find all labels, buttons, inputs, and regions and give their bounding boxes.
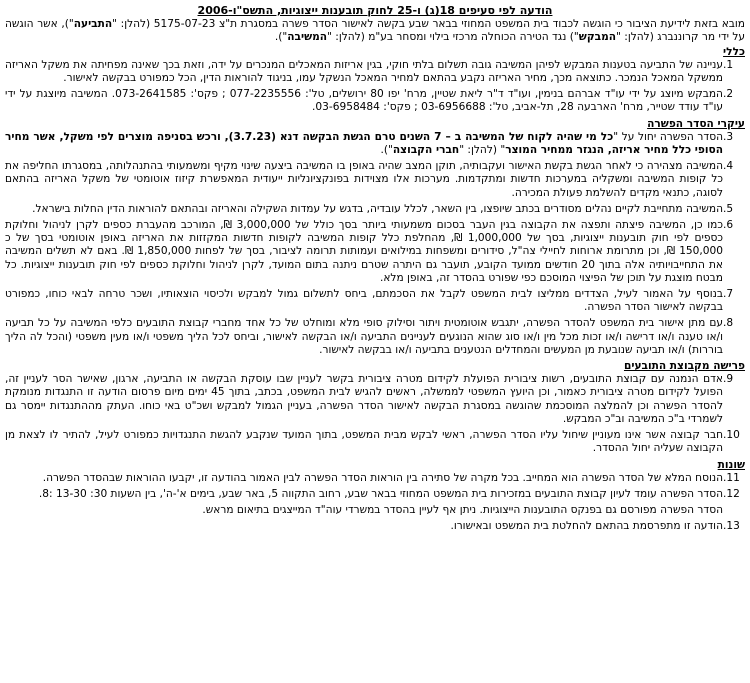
clause-number — [723, 504, 745, 517]
notice-sections — [5, 46, 745, 534]
text-run: הודעה זו מתפרסמת בהתאם להחלטת בית המשפט ובאישורו. — [450, 520, 723, 533]
text-run: אדם הנמנה עם קבוצת התובעים, רשות ציבורית הפועלת לקידום מטרה ציבורית בקשר לעניין שבו עוסקת הבקשה או התביעה, ארגון, שאישר הסר לעניין זה, הפועל לקידום מטרה ציבורית כאמור, וכן היועץ המשפטי לממשלה, ראשים להגיש לבית המשפט, בכתב, בתוך 45 ימים מיום פרסום הודעה זו התנגדות מנומקת להסדר הפשרה וכן להמלצה המוסכמת שהוגשה במסגרת הבקשה לאישור הסדר הפשרה, בעניין הגמול למבקש ושכ"ט באי כוחו. העתק מההתנגדות יימסר גם לשמרדי ב"כ המשיבה וב"כ המבקש. — [5, 373, 723, 425]
clause-number: 7. — [723, 288, 734, 301]
numbered-clause — [5, 59, 745, 85]
numbered-clause — [5, 88, 745, 114]
section-items — [5, 472, 745, 534]
numbered-clause — [5, 203, 745, 216]
bold-term: המבקש — [578, 31, 617, 44]
clause-text — [5, 203, 723, 216]
clause-number: 12. — [723, 487, 740, 500]
text-run: "), אשר הוגשה על ידי מר קרוננברג (להלן: " — [5, 18, 745, 44]
clause-number: 6. — [723, 219, 734, 232]
text-run: הסדר הפשרה עומד לעיון קבוצת התובעים במזכירות בית המשפט המחוזי בבאר שבע, רחוב התקווה 5, באר שבע, בימים א'-ה', בין השעות 30: 13-30 :8. — [38, 487, 723, 500]
text-run: חבר קבוצה אשר אינו מעוניין שיחול עליו הסדר הפשרה, ראשי לבקש מבית המשפט, בתוך המועד שנקבע להגשת התנגדויות כמפורט לעיל, להתיר לו לצאת מן הקבוצה שעליה יחול ההסדר. — [5, 429, 723, 455]
numbered-clause — [5, 288, 745, 314]
clause-number: 13. — [723, 520, 740, 533]
text-run: כמו כן, המשיבה פיצתה ותפצה את הקבוצה בגין העבר בסכום משמעותי ביותר בסך כולל של 3,000,000 ₪, המורכב מהעברת כספים לקרן לניהול וחלוקת כספים לפי חוק תובענות ייצוגיות, בסך של 1,000,000 ₪, מהחלפת כלל קופות המשיבה לקופות חדשות המקזזות את האריזה באופן אוטומטי בסך של כ 150,000 ₪, וכן מתרומת ארוחות לחיילי צה"ל, סידורים ומשפחות במילואים ועמותות תרומה לציבור, בסך של לפחות 1,850,000 ₪. באם לא תשלים המשיבה את התחייבויותיה אלה בתוך 20 חודשים ממועד הקובע, תועבר גם היתרה שטרם ניתנה בתום המועד, לקרן לניהול וחלוקת כספים לפי חוק תובענות ייצוגיות. כל מבטח מוצגת על תוכן של הפיצוי המוסכם כפי שפורט בהסדר זה, באופן מלא. — [5, 219, 723, 284]
clause-number: 11. — [723, 471, 740, 484]
clause-text — [5, 131, 723, 157]
numbered-clause — [5, 504, 745, 517]
section-items — [5, 373, 745, 455]
text-run: מובא בזאת לידיעת הציבור כי הוגשה לכבוד בית המשפט המחוזי בבאר שבע בקשה לאישור הסדר פשרה במסגרת ת"צ 5175-07-23 (להלן: " — [112, 18, 745, 31]
clause-number: 5. — [723, 202, 734, 215]
notice-section — [5, 360, 745, 455]
clause-text — [5, 488, 723, 501]
clause-text — [5, 472, 723, 485]
notice-section — [5, 459, 745, 534]
notice-intro — [5, 18, 745, 44]
clause-text — [5, 317, 723, 357]
numbered-clause — [5, 472, 745, 485]
notice-section — [5, 118, 745, 357]
clause-text — [5, 504, 723, 517]
clause-text — [5, 373, 723, 426]
bold-term: המשיבה — [287, 31, 328, 44]
clause-text — [5, 160, 723, 200]
section-items — [5, 131, 745, 357]
numbered-clause — [5, 520, 745, 533]
clause-number: 8. — [723, 317, 734, 330]
section-heading: כללי — [723, 45, 745, 58]
section-heading: פרישה מקבוצת התובעים — [623, 360, 745, 373]
clause-number: 4. — [723, 160, 734, 173]
text-run: בנוסף על האמור לעיל, הצדדים ממליצו לבית המשפט לקבל את הסכמתם, ביחס לתשלום גמול למבקש ולכיסוי הוצאותיו, ושכר טרחה לבאי כוחו, כמפורט בבקשה לאישור הסדר הפשרה. — [5, 288, 723, 314]
text-run: "). — [274, 31, 288, 44]
clause-number: 1. — [723, 58, 734, 71]
clause-number: 9. — [723, 373, 734, 386]
bold-term: כל מי שהיה לקוח של המשיבה ב – 7 השנים טרם הגשת הבקשה דנא (3.7.23), ורכש בסניפה מוצרים לפי משקל, אשר מחיר הסופי כלל מחיר אריזה, הנגזר ממחיר המוצר — [5, 130, 723, 157]
numbered-clause — [5, 131, 745, 157]
numbered-clause — [5, 429, 745, 455]
text-run: הסדר הפשרה מפורסם גם בפנקס התובענות הייצוגיות. ניתן אף לעיין בהסדר במשרדי עוה"ד המייצגים בתיאום מראש. — [202, 504, 723, 517]
text-run: הסדר הפשרה יחול על " — [613, 130, 723, 143]
numbered-clause — [5, 219, 745, 285]
bold-term: התביעה — [73, 18, 113, 31]
text-run: המשיבה מתחייבת לקיים נהלים מסודרים בכתב שיופצו, בין השאר, לכלל עובדיה, בדגש על עמדות השקילה והאריזה ובהתאם להוראות הדין החלות בישראל. — [32, 202, 723, 215]
clause-number: 10. — [723, 429, 740, 442]
clause-number: 2. — [723, 88, 734, 101]
clause-text — [5, 288, 723, 314]
clause-text — [5, 59, 723, 85]
clause-text — [5, 520, 723, 533]
numbered-clause — [5, 488, 745, 501]
clause-text — [5, 219, 723, 285]
bold-term: חברי הקבוצה — [392, 144, 460, 157]
text-run: הנוסח המלא של הסדר הפשרה הוא המחייב. בכל מקרה של סתירה בין הוראות הסדר הפשרה לבין האמור בהודעה זו, יקבעו ההוראות שבהסדר הפשרה. — [42, 471, 723, 484]
numbered-clause — [5, 317, 745, 357]
text-run: המבקש מיוצג על ידי עו"ד אברהם בנימין, ועו"ד ד"ר ליאת שטיין, מרח' יפו 80 ירושלים, טל': 077-2235556 ; פקס': 073-2641585. המשיבה מיוצגת על ידי עו"ד עודד שטייר, מרח' הארבעה 28, תל-אביב, טל': 03-6956688 ; פקס': 03-6958484. — [5, 88, 723, 114]
text-run: עם מתן אישור בית המשפט להסדר הפשרה, יתגבש אוטומטית ויתור וסילוק סופי מלא ומוחלט של כל אחד מחברי קבוצת התובעים כלפי המשיבה על כל תביעה ו/או טענה ו/או דרישה ו/או זכות מכל מין ו/או סוג שהוא הנוגעים לעניינים התביעה ו/או הבקשה לאישור, וביחס לכל הליך משפטי ו/או מעין משפטי (והכל לה הליך בוררות) ו/או תביעה שנובעת מן המעשים והמחדלים הנטענים בתביעה ו/או בבקשה לאישור. — [5, 317, 723, 356]
text-run: המשיבה מצהירה כי לאחר הגשת בקשת האישור ועקבותיה, תוקן המצב שהיה באופן בו המשיבה ביצעה שינוי מקיף ומשמעותי בהתנהלותה, במסגרתו החליפה את כל קופות המשיבה ומשקליה במערכות חדשות ומתקדמות. מערכות אלו מצוידות בפונקציונליות ייעודית המאפשרת קיזוז אוטומטי של משקל האריזה בהתאם לסוגה, כתנאי מקדים להשלמת פעולת המכירה. — [5, 160, 723, 199]
text-run: עניינה של התביעה בטענות המבקש לפיהן המשיבה גובה תשלום בלתי חוקי, בגין אריזות המאכלים המנכרים על ידה, וזאת בכך שאינה מפחיתה את משקל האריזה ממשקל המאכל הנמכר. כתוצאה מכך, מחיר האריזה נקבע בהתאם למחיר המאכל הנשקל עמו, בניגוד להוראות הדין, הכל כמפורט בבקשה לאישור. — [5, 58, 723, 85]
text-run: " (להלן: " — [459, 144, 506, 157]
clause-text — [5, 429, 723, 455]
section-heading: שונות — [717, 458, 745, 471]
section-heading: עיקרי הסדר הפשרה — [647, 117, 745, 130]
numbered-clause — [5, 373, 745, 426]
notice-section — [5, 46, 745, 115]
clause-text — [5, 88, 723, 114]
text-run: ") נגד הטירה הכוחלה מרכזי בילוי ומסחר בע"מ (להלן: " — [327, 31, 579, 44]
numbered-clause — [5, 160, 745, 200]
notice-title: הודעה לפי סעיפים 18(ג) ו-25 לחוק תובענות ייצוגיות, התשס"ו-2006 — [197, 4, 553, 17]
clause-number: 3. — [723, 130, 734, 143]
legal-notice — [5, 4, 745, 675]
text-run: "). — [380, 144, 393, 157]
section-items — [5, 59, 745, 115]
